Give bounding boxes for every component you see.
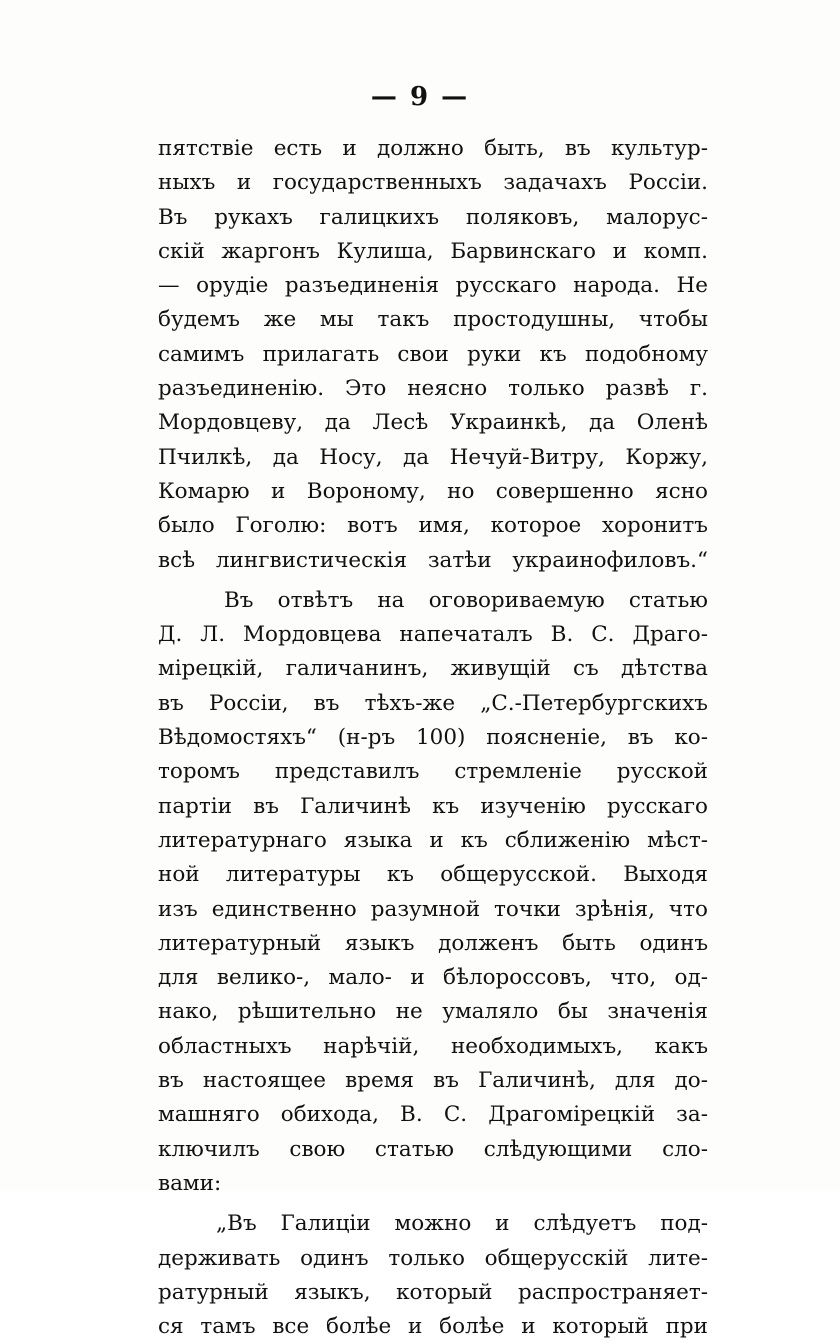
text-line: будемъ же мы такъ простодушны, чтобы <box>158 307 708 333</box>
body-text <box>158 132 708 1344</box>
text-line: изъ единственно разумной точки зрѣнія, что <box>158 896 708 922</box>
page-number: — 9 — <box>370 82 470 112</box>
text-line: Комарю и Вороному, но совершенно ясно <box>158 478 708 504</box>
text-line: литературнаго языка и къ сближенію мѣст- <box>158 827 708 853</box>
text-line: литературный языкъ долженъ быть одинъ <box>158 930 708 956</box>
text-line: Въ отвѣтъ на оговориваемую статью <box>224 587 708 613</box>
text-line: самимъ прилагать свои руки къ подобному <box>158 341 708 367</box>
text-line: разъединенію. Это неясно только развѣ г. <box>158 376 708 402</box>
text-line: партіи въ Галичинѣ къ изученію русскаго <box>158 793 708 819</box>
text-line: въ настоящее время въ Галичинѣ, для до- <box>158 1068 708 1094</box>
text-line: областныхъ нарѣчій, необходимыхъ, какъ <box>158 1033 708 1059</box>
text-line: нако, рѣшительно не умаляло бы значенія <box>158 999 708 1025</box>
paragraph-1 <box>158 132 708 578</box>
text-line: — орудіе разъединенія русскаго народа. Не <box>158 273 708 299</box>
paragraph-3-quote <box>158 1207 708 1344</box>
text-line: ной литературы къ общерусской. Выходя <box>158 862 708 888</box>
text-line: Въ рукахъ галицкихъ поляковъ, малорус- <box>158 204 708 230</box>
text-line: въ Россіи, въ тѣхъ-же „С.-Петербургскихъ <box>158 690 708 716</box>
text-line: торомъ представилъ стремленіе русской <box>158 759 708 785</box>
text-line: ключилъ свою статью слѣдующими сло- <box>158 1136 708 1162</box>
text-line: машняго обихода, В. С. Драгомірецкій за- <box>158 1102 708 1128</box>
text-line: „Въ Галиціи можно и слѣдуетъ под- <box>216 1211 708 1237</box>
text-line: ратурный языкъ, который распространяет- <box>158 1279 708 1305</box>
text-line: для велико-, мало- и бѣлороссовъ, что, од- <box>158 965 708 991</box>
text-line: пятствіе есть и должно быть, въ культур- <box>158 136 708 161</box>
text-line: Вѣдомостяхъ“ (н-ръ 100) поясненіе, въ ко- <box>158 725 708 751</box>
text-line: Д. Л. Мордовцева напечаталъ В. С. Драго- <box>158 622 708 648</box>
text-line: Пчилкѣ, да Носу, да Нечуй-Витру, Коржу, <box>158 444 708 470</box>
text-line: держивать одинъ только общерусскій лите- <box>158 1245 708 1271</box>
text-line: скій жаргонъ Кулиша, Барвинскаго и комп. <box>158 238 708 264</box>
text-line: ныхъ и государственныхъ задачахъ Россіи. <box>158 170 708 196</box>
paragraph-2 <box>158 584 708 1201</box>
text-line: мірецкій, галичанинъ, живущій съ дѣтства <box>158 656 708 682</box>
text-line: вами: <box>158 1170 222 1196</box>
text-line: ся тамъ все болѣе и болѣе и который при <box>158 1314 708 1340</box>
text-line: всѣ лингвистическія затѣи украинофиловъ.“ <box>158 547 708 573</box>
text-line: было Гоголю: вотъ имя, которое хоронитъ <box>158 513 708 539</box>
text-line: Мордовцеву, да Лесѣ Украинкѣ, да Оленѣ <box>158 410 708 436</box>
